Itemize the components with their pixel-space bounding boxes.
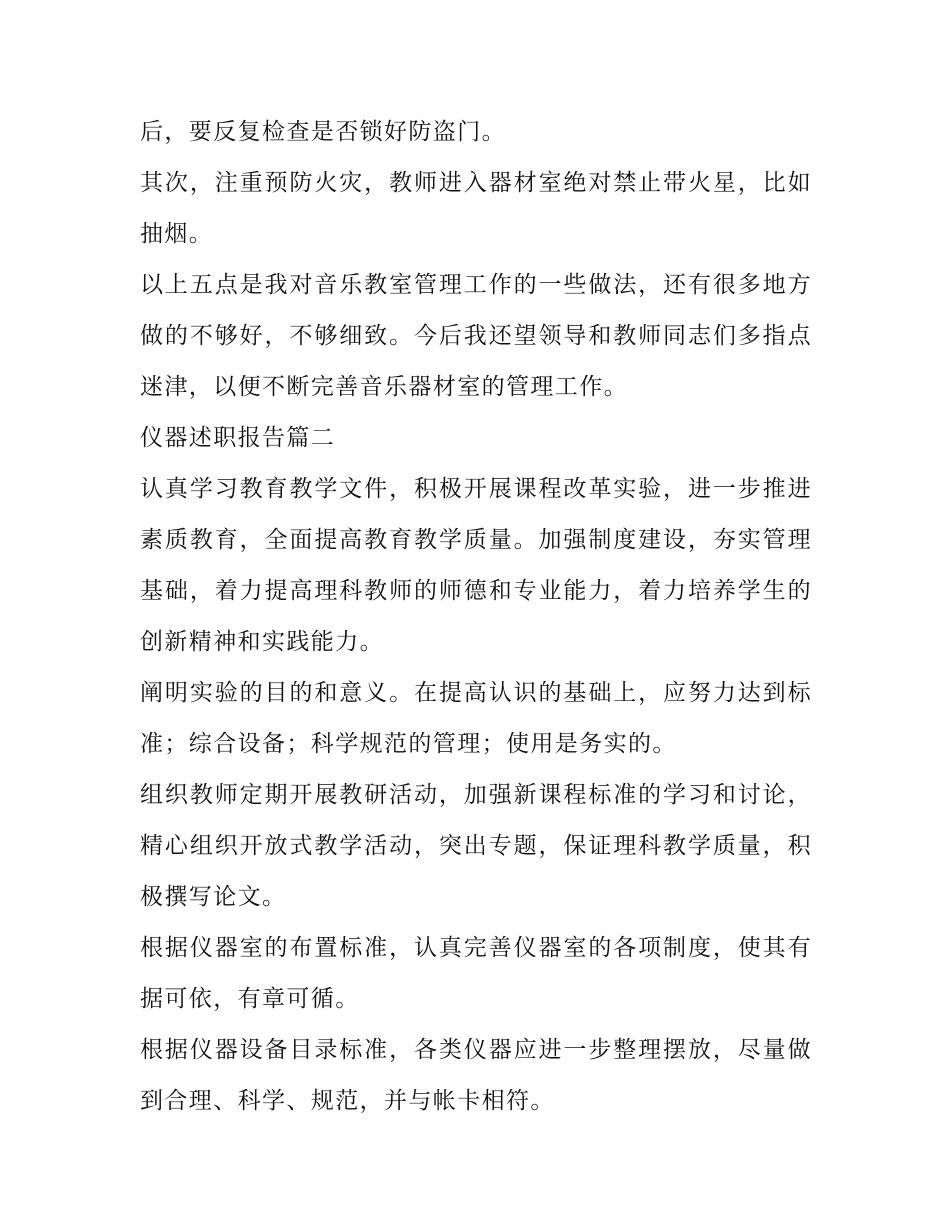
paragraph-room-rules: 根据仪器室的布置标准，认真完善仪器室的各项制度，使其有据可依，有章可循。 [140,935,812,1012]
section-heading: 仪器述职报告篇二 [140,425,336,451]
paragraph-study: 认真学习教育教学文件，积极开展课程改革实验，进一步推进素质教育，全面提高教育教学质量。加强制度建设，夯实管理基础，着力提高理科教师的师德和专业能力，着力培养学生的创新精神和实践能力。 [140,476,812,655]
document-body [140,107,812,1127]
paragraph-purpose: 阐明实验的目的和意义。在提高认识的基础上，应努力达到标准；综合设备；科学规范的管理；使用是务实的。 [140,680,812,757]
paragraph-continuation: 后，要反复检查是否锁好防盗门。 [140,119,506,145]
paragraph-fire-prevention: 其次，注重预防火灾，教师进入器材室绝对禁止带火星，比如抽烟。 [140,170,812,247]
paragraph-summary: 以上五点是我对音乐教室管理工作的一些做法，还有很多地方做的不够好，不够细致。今后我还望领导和教师同志们多指点迷津，以便不断完善音乐器材室的管理工作。 [140,272,812,400]
paragraph-research: 组织教师定期开展教研活动，加强新课程标准的学习和讨论，精心组织开放式教学活动，突出专题，保证理科教学质量，积极撰写论文。 [140,782,812,910]
paragraph-catalog: 根据仪器设备目录标准，各类仪器应进一步整理摆放，尽量做到合理、科学、规范，并与帐卡相符。 [140,1037,812,1114]
